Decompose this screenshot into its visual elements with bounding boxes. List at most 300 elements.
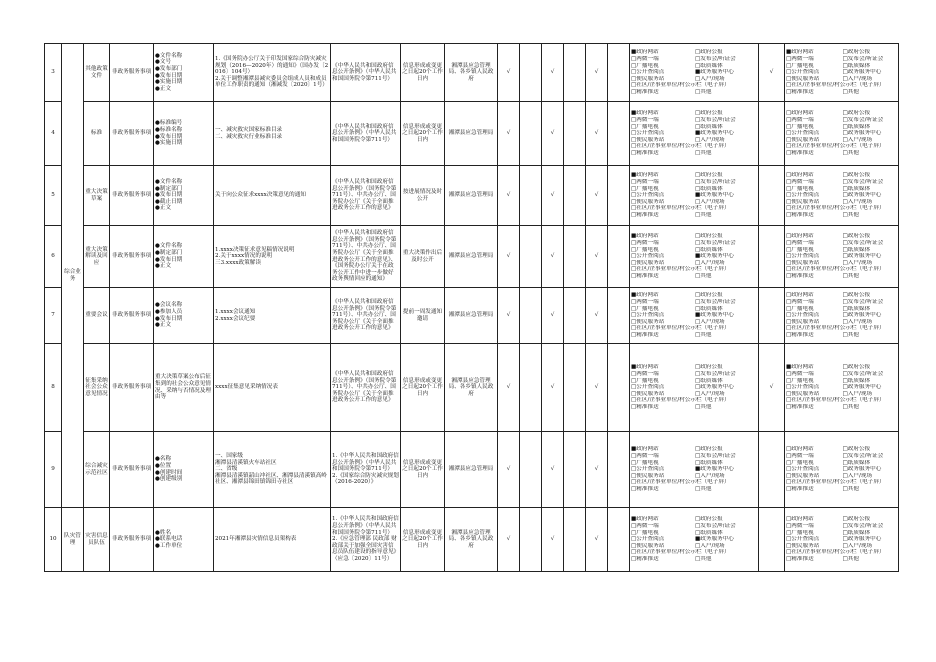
channel-option: □便民服务站 bbox=[631, 75, 665, 82]
channel-option: □入户/现场 bbox=[842, 259, 873, 266]
disclosure-elements bbox=[154, 166, 214, 226]
channel-option: □发布会/听证会 bbox=[842, 299, 884, 306]
channel-option: □纸质媒体 bbox=[695, 62, 723, 69]
channel-option: □广播电视 bbox=[631, 377, 659, 384]
check-mark bbox=[564, 44, 586, 102]
disclosure-elements bbox=[154, 44, 214, 102]
disclosure-time: 信息形成或变更之日起20个工作日内 bbox=[401, 44, 445, 102]
channel-option: □其他 bbox=[842, 403, 859, 410]
element-label: 会议名称 bbox=[159, 302, 183, 309]
category-level2: 综合减灾示范社区 bbox=[84, 432, 110, 508]
channel-option: ■政务服务中心 bbox=[695, 69, 734, 76]
table-row bbox=[45, 344, 899, 432]
channel-option: □社区/企事业单位/村公示栏（电子屏） bbox=[631, 549, 730, 556]
element-label: 标准编号 bbox=[159, 120, 183, 127]
channel-option: □广播电视 bbox=[786, 246, 814, 253]
channel-option: □两微一端 bbox=[786, 56, 814, 63]
item-type: 非政务服务事项 bbox=[110, 166, 154, 226]
row-number: 9 bbox=[45, 432, 62, 508]
channel-option: □便民服务站 bbox=[631, 542, 665, 549]
check-mark: √ bbox=[586, 432, 608, 508]
channel-option: □纸质媒体 bbox=[842, 529, 871, 536]
channel-option: □公开查阅点 bbox=[631, 384, 665, 391]
row-number: 7 bbox=[45, 288, 62, 344]
channel-option: □广播电视 bbox=[631, 459, 659, 466]
channel-option: □广播电视 bbox=[786, 459, 814, 466]
channel-option: □广播电视 bbox=[786, 377, 814, 384]
element-label: 正文 bbox=[159, 263, 172, 270]
disclosure-time: 信息形成或变更之日起20个工作日内 bbox=[401, 344, 445, 432]
check-mark bbox=[564, 344, 586, 432]
check-mark bbox=[759, 432, 785, 508]
check-mark bbox=[564, 432, 586, 508]
channel-option: □公开查阅点 bbox=[631, 130, 665, 137]
channel-option: □政务服务中心 bbox=[842, 130, 882, 137]
channel-option: □其他 bbox=[695, 149, 712, 156]
responsible-agency: 湘潭县应急管理局、各乡镇人民政府 bbox=[445, 344, 498, 432]
disclosure-channels-secondary bbox=[785, 102, 899, 166]
channel-option: □发布会/听证会 bbox=[695, 240, 736, 247]
element-item: ●文号 bbox=[155, 59, 172, 66]
channel-option: □纸质媒体 bbox=[695, 529, 723, 536]
check-mark: √ bbox=[498, 44, 520, 102]
channel-option: □广播电视 bbox=[786, 305, 814, 312]
channel-option: □便民服务站 bbox=[786, 136, 820, 143]
element-label: 制定部门 bbox=[159, 249, 183, 256]
channel-option: □便民服务站 bbox=[631, 259, 665, 266]
channel-option: □入户/现场 bbox=[842, 136, 873, 143]
channel-option: □入户/现场 bbox=[695, 390, 725, 397]
table-row bbox=[45, 432, 899, 508]
check-mark bbox=[608, 166, 630, 226]
channel-option: □公开查阅点 bbox=[631, 312, 665, 319]
responsible-agency: 湘潭县应急管理局、各乡镇人民政府 bbox=[445, 44, 498, 102]
check-mark: √ bbox=[542, 344, 564, 432]
disclosure-channels bbox=[630, 226, 759, 288]
channel-option: □广播电视 bbox=[786, 62, 814, 69]
element-item: ●发布日期 bbox=[155, 315, 183, 322]
element-item: ●截止日期 bbox=[155, 198, 183, 205]
table-row bbox=[45, 288, 899, 344]
check-mark: √ bbox=[498, 508, 520, 572]
channel-option: □社区/企事业单位/村公示栏（电子屏） bbox=[786, 143, 885, 150]
channel-option: □政府网站 bbox=[786, 233, 814, 240]
disclosure-elements bbox=[154, 288, 214, 344]
channel-option: □广播电视 bbox=[786, 123, 814, 130]
channel-option: □便民服务站 bbox=[786, 259, 820, 266]
disclosure-channels-secondary bbox=[785, 44, 899, 102]
channel-option: □两微一端 bbox=[631, 299, 659, 306]
channel-option: ■政府网站 bbox=[631, 364, 659, 371]
disclosure-content: 1.xxxx会议通知 2.xxxx会议纪要 bbox=[214, 288, 331, 344]
channel-option: □入户/现场 bbox=[695, 542, 725, 549]
channel-option: □入户/现场 bbox=[695, 75, 725, 82]
channel-option: □便民服务站 bbox=[631, 390, 665, 397]
disclosure-channels-secondary bbox=[785, 508, 899, 572]
channel-option: □其他 bbox=[695, 403, 712, 410]
element-label: 实施日期 bbox=[159, 79, 183, 86]
element-item: ●正文 bbox=[155, 205, 172, 212]
disclosure-channels bbox=[630, 432, 759, 508]
disclosure-channels-secondary bbox=[785, 288, 899, 344]
element-label: 发布日期 bbox=[159, 72, 183, 79]
element-item: ●姓名 bbox=[155, 529, 172, 536]
channel-option: □入户/现场 bbox=[695, 198, 725, 205]
channel-option: □政务服务中心 bbox=[842, 69, 882, 76]
channel-list bbox=[786, 172, 897, 218]
channel-option: □两微一端 bbox=[631, 371, 659, 378]
disclosure-time: 信息形成或变更之日起20个工作日内 bbox=[401, 508, 445, 572]
check-mark bbox=[564, 166, 586, 226]
element-item: ●正文 bbox=[155, 85, 172, 92]
channel-option: ■政务服务中心 bbox=[695, 253, 734, 260]
channel-option: □政府公报 bbox=[842, 516, 871, 523]
responsible-agency: 湘潭县应急管理局 bbox=[445, 166, 498, 226]
element-label: 正文 bbox=[159, 205, 172, 212]
channel-option: □两微一端 bbox=[631, 117, 659, 124]
responsible-agency: 湘潭县应急管理局 bbox=[445, 226, 498, 288]
disclosure-channels bbox=[630, 102, 759, 166]
channel-option: ■政府网站 bbox=[631, 110, 659, 117]
element-label: 发布日期 bbox=[159, 315, 183, 322]
element-label: 创建级别 bbox=[159, 476, 183, 483]
channel-option: □发布会/听证会 bbox=[695, 179, 736, 186]
channel-option: □纸质媒体 bbox=[842, 305, 871, 312]
channel-option: □精准推送 bbox=[631, 331, 659, 338]
channel-option: □其他 bbox=[842, 485, 859, 492]
channel-option: □政务服务中心 bbox=[842, 536, 882, 543]
item-type: 非政务服务事项 bbox=[110, 432, 154, 508]
element-item: ●发布日期 bbox=[155, 133, 183, 140]
disclosure-basis: 《中华人民共和国政府信息公开条例》（国务院令第711号）、中共办公厅、国务院办公厅《关于全面推进政务公开工作的意见》 bbox=[331, 344, 401, 432]
check-mark bbox=[564, 508, 586, 572]
channel-option: □政务服务中心 bbox=[842, 466, 882, 473]
channel-option: □精准推送 bbox=[786, 211, 814, 218]
disclosure-content: 关于向公众征求xxxx决策意见的通知 bbox=[214, 166, 331, 226]
check-mark bbox=[564, 226, 586, 288]
element-label: 参加人员 bbox=[159, 308, 183, 315]
channel-option: □政府公报 bbox=[842, 172, 871, 179]
element-item: ●会议名称 bbox=[155, 302, 183, 309]
disclosure-elements bbox=[154, 102, 214, 166]
element-item: ●位置 bbox=[155, 462, 172, 469]
channel-list bbox=[786, 233, 897, 279]
channel-option: □公开查阅点 bbox=[786, 253, 820, 260]
category-level2: 重要会议 bbox=[84, 288, 110, 344]
disclosure-elements bbox=[154, 508, 214, 572]
channel-option: □社区/企事业单位/村公示栏（电子屏） bbox=[786, 266, 885, 273]
item-type: 非政务服务事项 bbox=[110, 344, 154, 432]
channel-option: □政府公报 bbox=[695, 110, 723, 117]
channel-option: ■政务服务中心 bbox=[695, 466, 734, 473]
disclosure-content: 一、减灾救灾国家标准目录 二、减灾救灾行业标准目录 bbox=[214, 102, 331, 166]
table-row bbox=[45, 508, 899, 572]
disclosure-basis: 1.《中华人民共和国政府信息公开条例》（中华人民共和国国务院令第711号） 2.《国家综合防灾减灾规划（2016-2020）》 bbox=[331, 432, 401, 508]
element-item: ●制定部门 bbox=[155, 249, 183, 256]
channel-option: □两微一端 bbox=[786, 240, 814, 247]
channel-option: □入户/现场 bbox=[695, 318, 725, 325]
channel-list bbox=[631, 110, 757, 156]
element-item: ●实施日期 bbox=[155, 79, 183, 86]
check-mark: √ bbox=[586, 226, 608, 288]
disclosure-basis: 1.《中华人民共和国政府信息公开条例》（中华人民共和国国务院令第711号） 2.《应急管理部 民政部 财政部关于加强全国灾害信息员队伍建设的指导意见》（应急〔2020〕11号） bbox=[331, 508, 401, 572]
channel-option: □入户/现场 bbox=[695, 472, 725, 479]
disclosure-time: 信息形成或变更之日起20个工作日内 bbox=[401, 102, 445, 166]
disclosure-basis: 《中华人民共和国政府信息公开条例》（中华人民共和国国务院令第711号） bbox=[331, 102, 401, 166]
channel-option: □两微一端 bbox=[631, 453, 659, 460]
channel-option: □公开查阅点 bbox=[631, 69, 665, 76]
element-label: 实施日期 bbox=[159, 140, 183, 147]
element-label: 工作单位 bbox=[159, 542, 183, 549]
element-item: ●文件名称 bbox=[155, 243, 183, 250]
channel-option: □广播电视 bbox=[631, 123, 659, 130]
channel-option: □精准推送 bbox=[786, 331, 814, 338]
disclosure-elements bbox=[154, 432, 214, 508]
channel-list bbox=[786, 446, 897, 492]
check-mark bbox=[759, 288, 785, 344]
channel-option: □广播电视 bbox=[786, 529, 814, 536]
channel-option: ■政府网站 bbox=[631, 172, 659, 179]
channel-option: □发布会/听证会 bbox=[695, 299, 736, 306]
channel-option: □政府网站 bbox=[786, 446, 814, 453]
category-level2: 征集采纳社会公众意见情况 bbox=[84, 344, 110, 432]
channel-option: □公开查阅点 bbox=[786, 312, 820, 319]
item-type: 非政务服务事项 bbox=[110, 288, 154, 344]
channel-option: □便民服务站 bbox=[786, 472, 820, 479]
channel-option: □精准推送 bbox=[631, 88, 659, 95]
channel-option: □社区/企事业单位/村公示栏（电子屏） bbox=[786, 397, 885, 404]
channel-option: □公开查阅点 bbox=[786, 130, 820, 137]
channel-option: □政府公报 bbox=[842, 364, 871, 371]
element-item: ●名称 bbox=[155, 456, 172, 463]
channel-list bbox=[631, 516, 757, 562]
channel-option: □广播电视 bbox=[631, 305, 659, 312]
channel-option: ■政府网站 bbox=[631, 292, 659, 299]
check-mark: √ bbox=[498, 288, 520, 344]
channel-option: □政府公报 bbox=[842, 110, 871, 117]
channel-option: □政府公报 bbox=[695, 49, 723, 56]
channel-option: □社区/企事业单位/村公示栏（电子屏） bbox=[631, 143, 730, 150]
element-label: 文件名称 bbox=[159, 243, 183, 250]
element-item: ●创建时间 bbox=[155, 469, 183, 476]
check-mark: √ bbox=[498, 432, 520, 508]
channel-option: □发布会/听证会 bbox=[695, 56, 736, 63]
disclosure-channels bbox=[630, 344, 759, 432]
check-mark bbox=[759, 166, 785, 226]
element-label: 发布日期 bbox=[159, 192, 183, 199]
channel-list bbox=[786, 292, 897, 338]
channel-option: □政府公报 bbox=[842, 233, 871, 240]
check-mark bbox=[608, 288, 630, 344]
channel-option: □便民服务站 bbox=[786, 198, 820, 205]
responsible-agency: 湘潭县应急管理局 bbox=[445, 288, 498, 344]
channel-option: □两微一端 bbox=[786, 523, 814, 530]
channel-list bbox=[631, 233, 757, 279]
channel-option: □其他 bbox=[842, 88, 859, 95]
check-mark bbox=[520, 166, 542, 226]
channel-option: □政府网站 bbox=[786, 292, 814, 299]
channel-option: □发布会/听证会 bbox=[842, 240, 884, 247]
check-mark: √ bbox=[542, 226, 564, 288]
channel-option: □公开查阅点 bbox=[786, 536, 820, 543]
channel-option: □政府网站 bbox=[786, 172, 814, 179]
element-label: 正文 bbox=[159, 85, 172, 92]
channel-option: ■政府网站 bbox=[786, 49, 814, 56]
check-mark bbox=[759, 226, 785, 288]
channel-list bbox=[786, 364, 897, 410]
check-mark: √ bbox=[586, 508, 608, 572]
channel-option: □公开查阅点 bbox=[786, 384, 820, 391]
check-mark bbox=[520, 44, 542, 102]
channel-option: □政务服务中心 bbox=[695, 384, 734, 391]
channel-option: □其他 bbox=[695, 211, 712, 218]
element-item: ●发布日期 bbox=[155, 72, 183, 79]
disclosure-time: 提前一周发通知邀请 bbox=[401, 288, 445, 344]
element-label: 正文 bbox=[159, 322, 172, 329]
channel-option: □便民服务站 bbox=[786, 75, 820, 82]
disclosure-channels-secondary bbox=[785, 344, 899, 432]
channel-option: □纸质媒体 bbox=[842, 459, 871, 466]
disclosure-table bbox=[44, 43, 899, 572]
table-row bbox=[45, 44, 899, 102]
channel-option: ■政务服务中心 bbox=[695, 536, 734, 543]
channel-option: □纸质媒体 bbox=[695, 123, 723, 130]
element-item: ●实施日期 bbox=[155, 140, 183, 147]
check-mark: √ bbox=[542, 432, 564, 508]
channel-option: □发布会/听证会 bbox=[842, 523, 884, 530]
channel-option: □精准推送 bbox=[786, 149, 814, 156]
channel-option: □便民服务站 bbox=[631, 318, 665, 325]
element-item: ●文件名称 bbox=[155, 179, 183, 186]
channel-option: ■政务服务中心 bbox=[695, 192, 734, 199]
channel-option: □其他 bbox=[842, 555, 859, 562]
channel-option: □社区/企事业单位/村公示栏（电子屏） bbox=[631, 205, 730, 212]
disclosure-basis: 《中华人民共和国政府信息公开条例》（国务院令第711号）、中共办公厅、国务院办公厅《关于全面推进政务公开工作的意见》、《国务院办公厅关于在政务公开工作中进一步做好政务舆情回应的通知》 bbox=[331, 226, 401, 288]
channel-option: □公开查阅点 bbox=[631, 466, 665, 473]
channel-list bbox=[786, 49, 897, 95]
channel-option: □纸质媒体 bbox=[842, 246, 871, 253]
channel-option: □政府网站 bbox=[786, 110, 814, 117]
element-item: ●工作单位 bbox=[155, 542, 183, 549]
channel-option: □政府公报 bbox=[842, 292, 871, 299]
channel-option: □其他 bbox=[695, 555, 712, 562]
channel-option: ■政府网站 bbox=[631, 516, 659, 523]
channel-option: □发布会/听证会 bbox=[842, 371, 884, 378]
channel-option: □发布会/听证会 bbox=[695, 523, 736, 530]
channel-option: □广播电视 bbox=[786, 185, 814, 192]
table-row bbox=[45, 226, 899, 288]
responsible-agency: 湘潭县应急管理局 bbox=[445, 102, 498, 166]
disclosure-basis: 《中华人民共和国政府信息公开条例》（中华人民共和国国务院令第711号） bbox=[331, 44, 401, 102]
channel-option: □入户/现场 bbox=[842, 542, 873, 549]
element-label: 联系电话 bbox=[159, 536, 183, 543]
channel-option: □社区/企事业单位/村公示栏（电子屏） bbox=[786, 205, 885, 212]
channel-option: □纸质媒体 bbox=[842, 185, 871, 192]
responsible-agency: 湘潭县应急管理局 bbox=[445, 432, 498, 508]
element-label: 发布日期 bbox=[159, 256, 183, 263]
disclosure-content: xxxx征集意见采纳情况表 bbox=[214, 344, 331, 432]
category-level1: 综合业务 bbox=[62, 44, 84, 508]
check-mark: √ bbox=[542, 102, 564, 166]
channel-option: □精准推送 bbox=[631, 403, 659, 410]
row-number: 4 bbox=[45, 102, 62, 166]
element-label: 标准名称 bbox=[159, 126, 183, 133]
element-item: ●发布日期 bbox=[155, 256, 183, 263]
channel-list bbox=[786, 516, 897, 562]
category-level2: 重大决策解读及回应 bbox=[84, 226, 110, 288]
channel-option: □社区/企事业单位/村公示栏（电子屏） bbox=[631, 397, 730, 404]
channel-option: □公开查阅点 bbox=[786, 69, 820, 76]
category-level1: 队灾管理 bbox=[62, 508, 84, 572]
disclosure-channels-secondary bbox=[785, 166, 899, 226]
channel-option: □发布会/听证会 bbox=[695, 453, 736, 460]
channel-option: □其他 bbox=[695, 331, 712, 338]
check-mark bbox=[759, 508, 785, 572]
channel-option: □精准推送 bbox=[631, 272, 659, 279]
channel-option: □两微一端 bbox=[786, 453, 814, 460]
channel-option: □两微一端 bbox=[786, 299, 814, 306]
check-mark: √ bbox=[498, 166, 520, 226]
channel-option: □精准推送 bbox=[786, 485, 814, 492]
channel-option: ■政务服务中心 bbox=[695, 312, 734, 319]
channel-option: □社区/企事业单位/村公示栏（电子屏） bbox=[631, 266, 730, 273]
channel-option: □便民服务站 bbox=[786, 542, 820, 549]
channel-option: □政务服务中心 bbox=[842, 253, 882, 260]
check-mark: √ bbox=[498, 344, 520, 432]
disclosure-channels-secondary bbox=[785, 432, 899, 508]
row-number: 3 bbox=[45, 44, 62, 102]
element-label: 制定部门 bbox=[159, 185, 183, 192]
table-row bbox=[45, 102, 899, 166]
channel-option: □便民服务站 bbox=[631, 136, 665, 143]
channel-option: □政府网站 bbox=[786, 516, 814, 523]
disclosure-channels bbox=[630, 166, 759, 226]
channel-option: □发布会/听证会 bbox=[842, 179, 884, 186]
channel-option: □公开查阅点 bbox=[631, 536, 665, 543]
category-level2: 其他政策文件 bbox=[84, 44, 110, 102]
channel-option: □两微一端 bbox=[786, 371, 814, 378]
table-body bbox=[45, 44, 899, 572]
channel-option: □公开查阅点 bbox=[631, 253, 665, 260]
channel-option: □便民服务站 bbox=[786, 318, 820, 325]
channel-option: □发布会/听证会 bbox=[695, 117, 736, 124]
check-mark bbox=[520, 102, 542, 166]
channel-option: □政务服务中心 bbox=[842, 192, 882, 199]
item-type: 非政务服务事项 bbox=[110, 44, 154, 102]
check-mark bbox=[608, 226, 630, 288]
channel-option: □发布会/听证会 bbox=[842, 453, 884, 460]
channel-option: □发布会/听证会 bbox=[842, 56, 884, 63]
channel-option: ■政务服务中心 bbox=[695, 130, 734, 137]
channel-option: □社区/企事业单位/村公示栏（电子屏） bbox=[786, 479, 885, 486]
element-label: 文号 bbox=[159, 59, 172, 66]
channel-option: □入户/现场 bbox=[842, 472, 873, 479]
element-label: 发布日期 bbox=[159, 133, 183, 140]
disclosure-content: 1.《国务院办公厅关于印发国家综合防灾减灾规划（2016—2020年）的通知》（国办发〔2016〕104号） 2.关于调整湘潭县减灾委员会组成人员和成员单位工作职责的通知（湘减发〔2020〕1号） bbox=[214, 44, 331, 102]
element-label: 创建时间 bbox=[159, 469, 183, 476]
check-mark bbox=[608, 508, 630, 572]
channel-option: □两微一端 bbox=[631, 523, 659, 530]
channel-option: □便民服务站 bbox=[786, 390, 820, 397]
channel-option: □其他 bbox=[842, 211, 859, 218]
channel-option: □纸质媒体 bbox=[695, 246, 723, 253]
channel-option: □其他 bbox=[695, 88, 712, 95]
disclosure-basis: 《中华人民共和国政府信息公开条例》（国务院令第711号）、中共办公厅、国务院办公厅《关于全面推进政务公开工作的意见》 bbox=[331, 288, 401, 344]
channel-option: □入户/现场 bbox=[842, 318, 873, 325]
check-mark: √ bbox=[542, 44, 564, 102]
channel-option: □其他 bbox=[842, 149, 859, 156]
disclosure-elements bbox=[154, 226, 214, 288]
